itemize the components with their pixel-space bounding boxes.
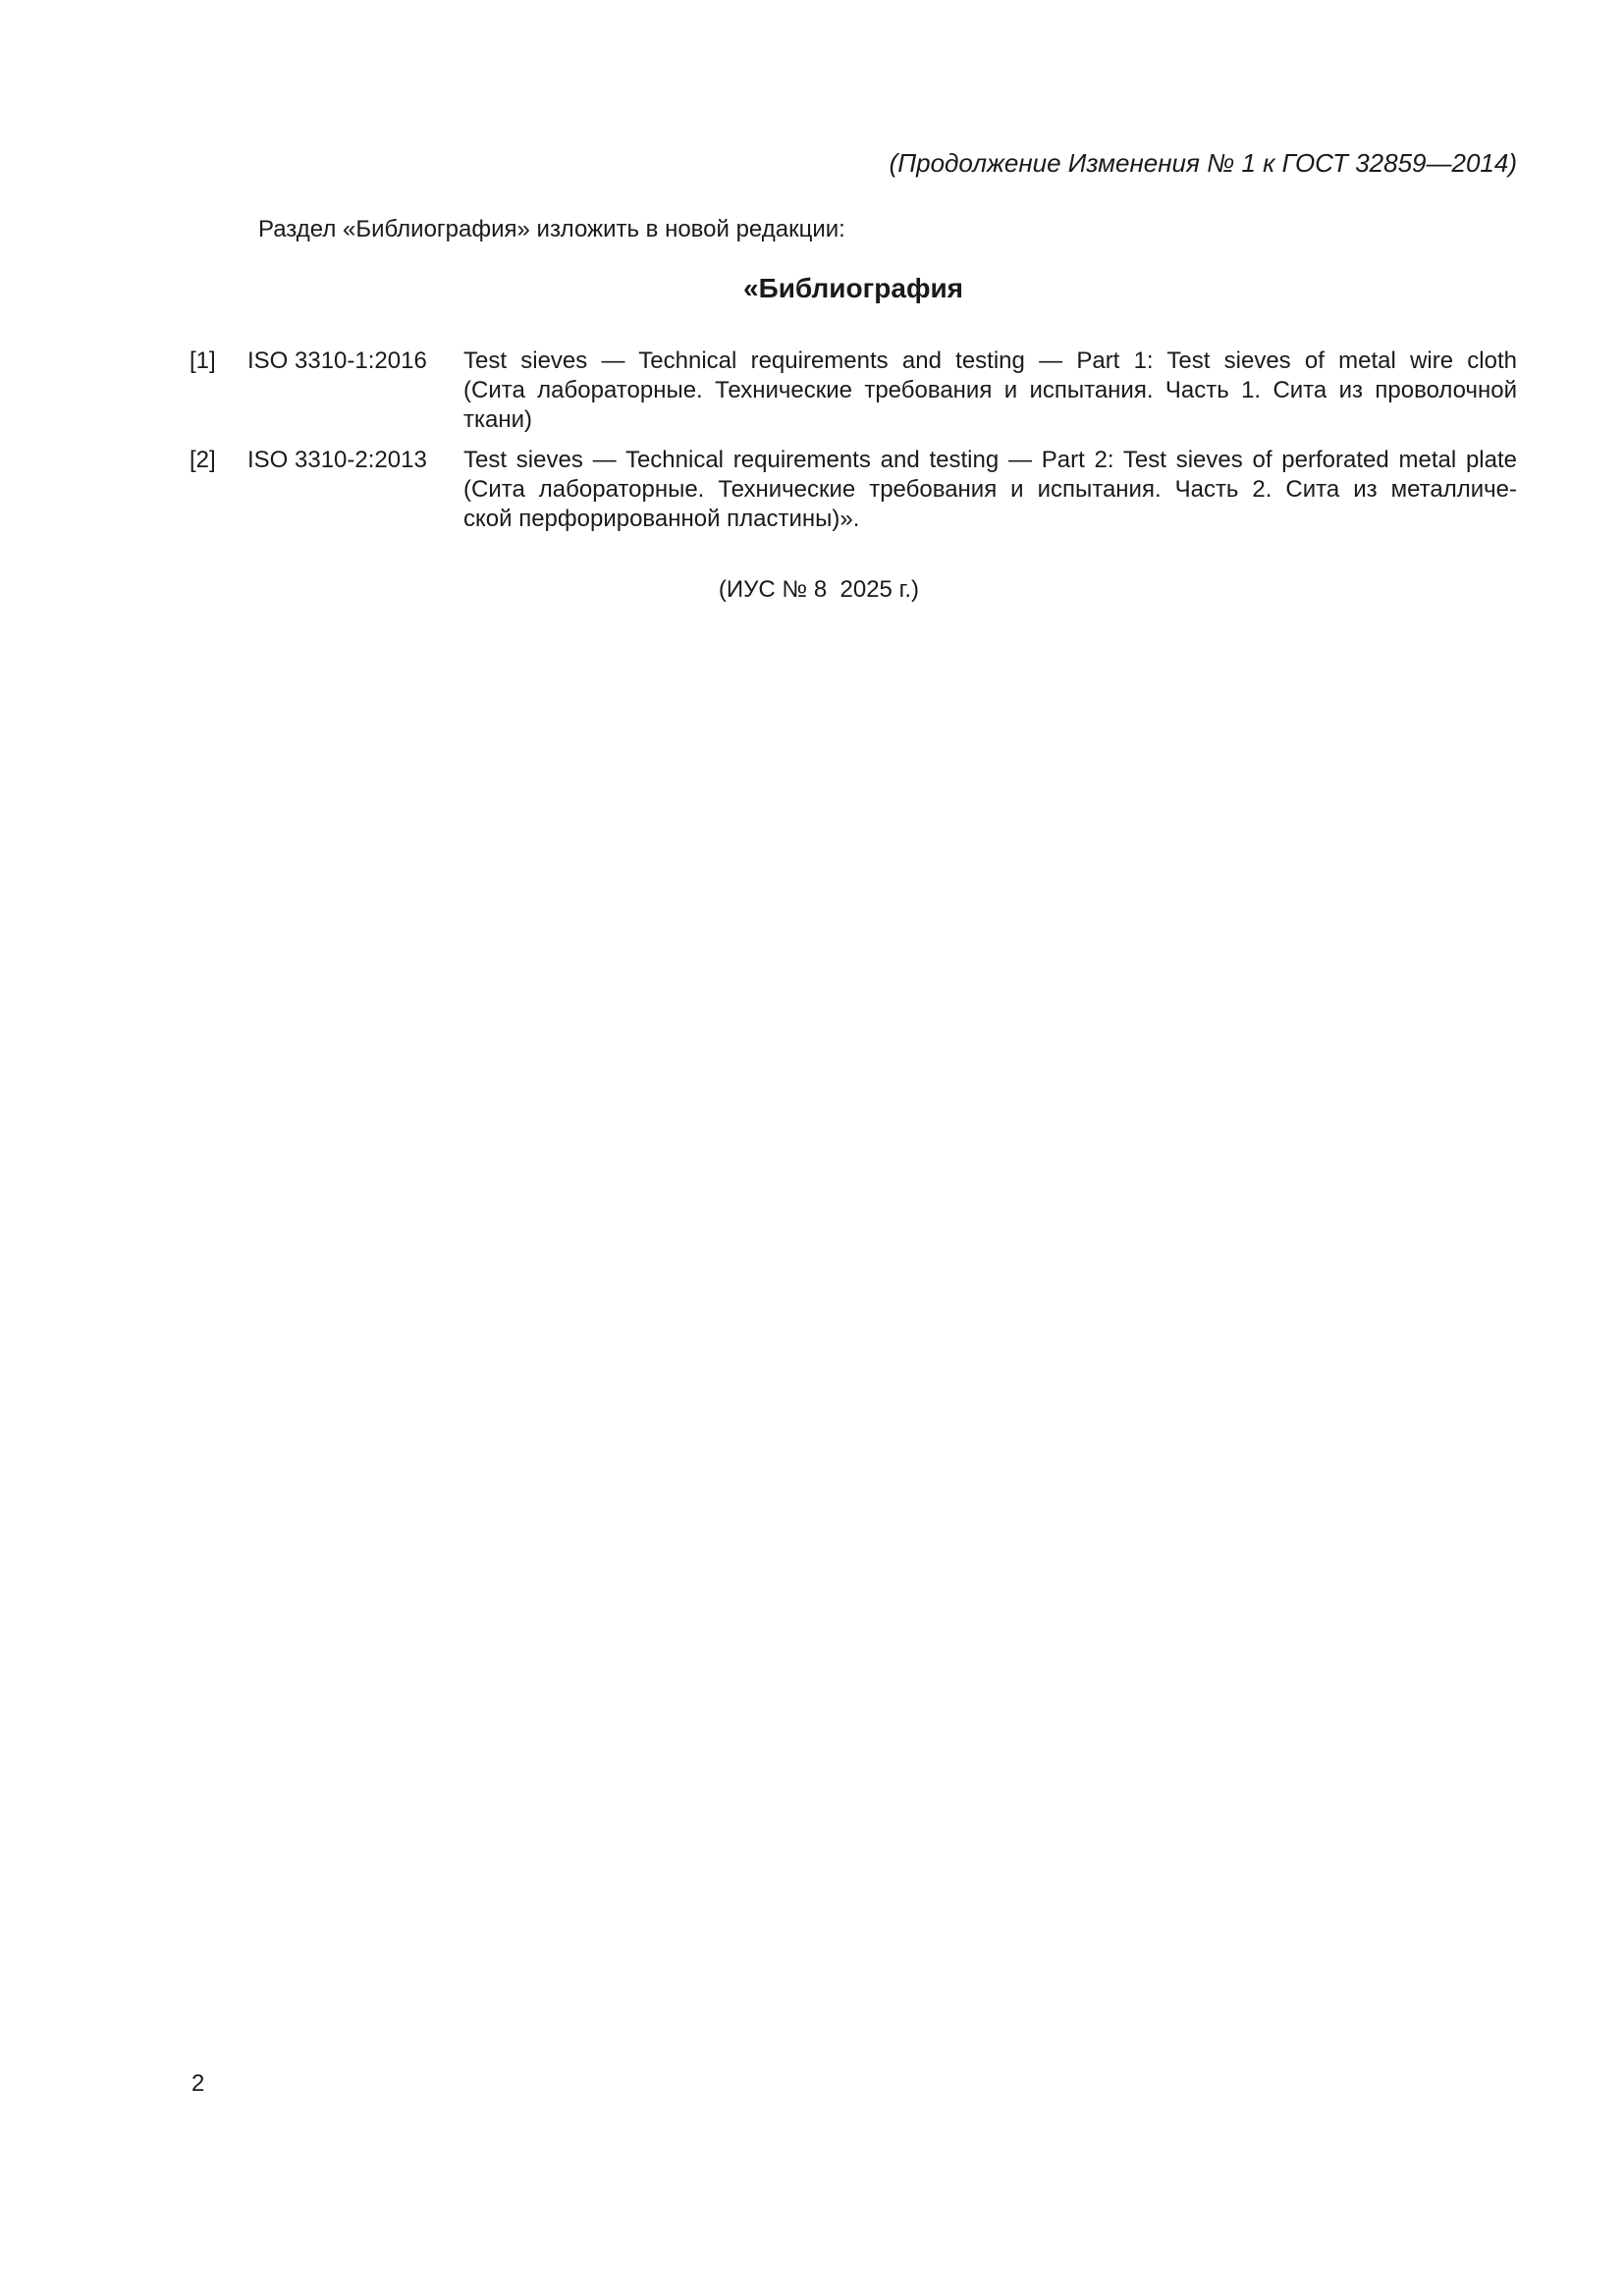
bibliography-heading: «Библиография [743,273,963,303]
reference-1-line-2: (Сита лабораторные. Технические требования и испытания. Часть 1. Сита из проволочной [463,377,1517,403]
reference-list [189,347,1517,545]
reference-2-label: [2] [189,447,216,473]
reference-2-description [463,446,1517,534]
reference-1-designation: ISO 3310-1:2016 [247,347,427,374]
reference-1-line-3: ткани) [463,406,533,433]
ius-issue-note: (ИУС № 8 2025 г.) [718,576,920,603]
reference-2-line-1: Test sieves — Technical requirements and testing — Part 2: Test sieves of perforated metal plate [463,447,1517,473]
reference-1-label: [1] [189,347,216,374]
page-number: 2 [191,2070,205,2097]
reference-1-description [463,347,1517,435]
reference-1-line-1: Test sieves — Technical requirements and testing — Part 1: Test sieves of metal wire cloth [463,347,1517,374]
amendment-instruction: Раздел «Библиография» изложить в новой редакции: [258,216,845,242]
reference-2-line-3: ской перфорированной пластины)». [463,506,860,532]
reference-2-line-2: (Сита лабораторные. Технические требования и испытания. Часть 2. Сита из металличе- [463,476,1517,503]
reference-2-designation: ISO 3310-2:2013 [247,447,427,473]
continuation-note: (Продолжение Изменения № 1 к ГОСТ 32859—2014) [889,148,1517,178]
reference-entry-2 [189,446,1517,534]
reference-entry-1 [189,347,1517,435]
